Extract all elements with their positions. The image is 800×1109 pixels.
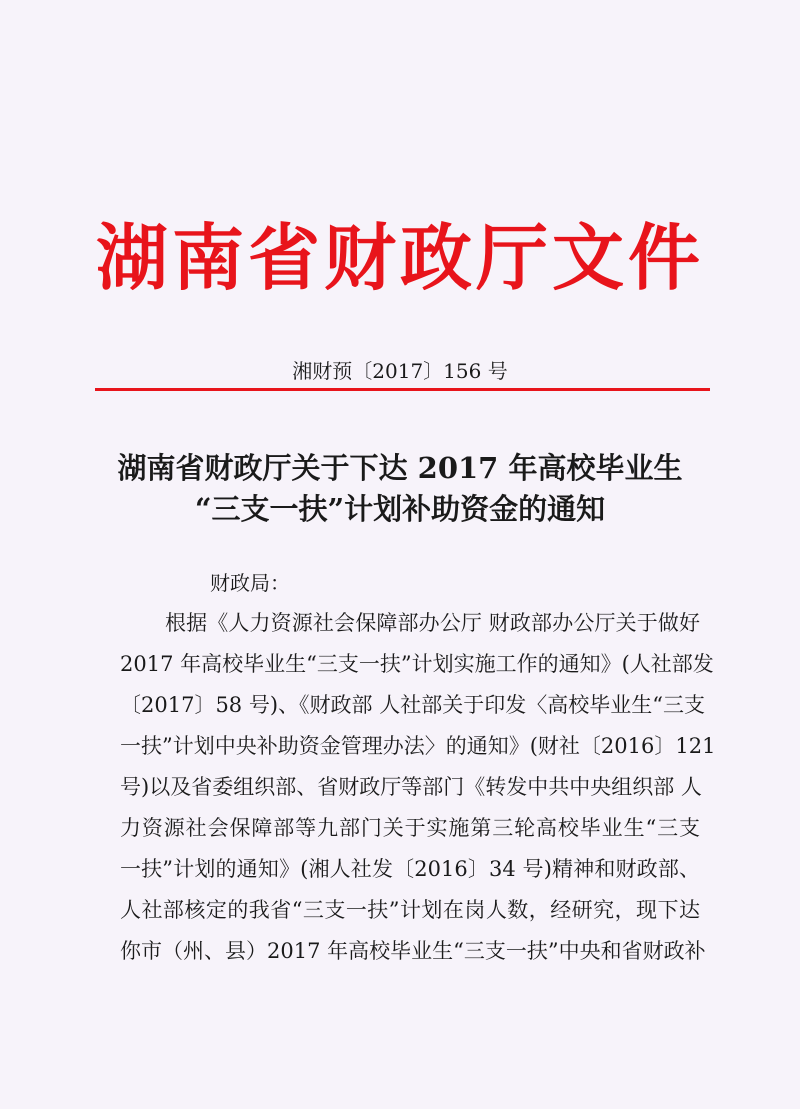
body-line: 一扶”计划的通知》(湘人社发〔2016〕34 号)精神和财政部、 [120, 857, 700, 881]
body-line: 〔2017〕58 号)、《财政部 人社部关于印发〈高校毕业生“三支 [120, 693, 705, 717]
body-line: 号)以及省委组织部、省财政厅等部门《转发中共中央组织部 人 [120, 775, 702, 799]
body-line: 力资源社会保障部等九部门关于实施第三轮高校毕业生“三支 [120, 816, 700, 840]
addressee: 财政局： [210, 571, 290, 595]
body-line: 你市（州、县）2017 年高校毕业生“三支一扶”中央和省财政补 [120, 939, 706, 963]
red-divider [95, 388, 710, 391]
body-line: 2017 年高校毕业生“三支一扶”计划实施工作的通知》(人社部发 [120, 652, 714, 676]
document-header-title: 湖南省财政厅文件 [95, 216, 704, 300]
body-line: 一扶”计划中央补助资金管理办法〉的通知》(财社〔2016〕121 [120, 734, 716, 758]
body-line: 根据《人力资源社会保障部办公厅 财政部办公厅关于做好 [165, 611, 700, 635]
notice-title-line-2: “三支一扶”计划补助资金的通知 [194, 492, 606, 526]
document-number: 湘财预〔2017〕156 号 [292, 359, 508, 383]
body-line: 人社部核定的我省“三支一扶”计划在岗人数，经研究，现下达 [120, 898, 700, 922]
notice-title-line-1: 湖南省财政厅关于下达 2017 年高校毕业生 [117, 451, 683, 485]
